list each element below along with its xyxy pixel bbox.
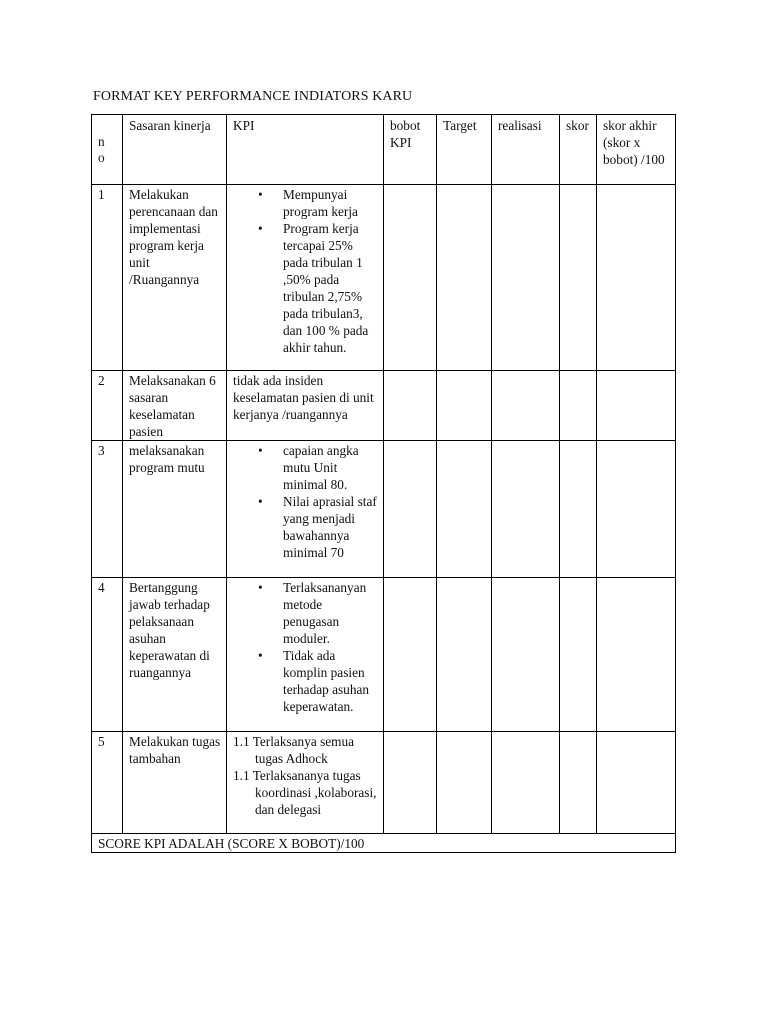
realisasi-cell[interactable] (492, 185, 560, 371)
row-number: 1 (92, 185, 123, 371)
kpi-bullet-item: • Tidak ada komplin pasien terhadap asuhan keperawatan. (283, 647, 379, 715)
kpi-bullet-item: • Program kerja tercapai 25% pada tribulan 1 ,50% pada tribulan 2,75% pada tribulan3, dan 100 % pada akhir tahun. (283, 220, 379, 356)
skor-cell[interactable] (560, 578, 597, 732)
target-cell[interactable] (437, 185, 492, 371)
table-row (92, 732, 676, 834)
bobot-cell[interactable] (384, 185, 437, 371)
realisasi-cell[interactable] (492, 578, 560, 732)
header-realisasi: realisasi (492, 115, 560, 185)
skor-akhir-cell[interactable] (597, 732, 676, 834)
kpi-bullet-item: • Mempunyai program kerja (283, 186, 379, 220)
skor-cell[interactable] (560, 371, 597, 441)
bobot-cell[interactable] (384, 732, 437, 834)
sasaran-cell: Melakukan tugas tambahan (123, 732, 227, 834)
table-row (92, 185, 676, 371)
footer-row (92, 834, 676, 853)
kpi-cell (227, 441, 384, 578)
kpi-bullet-item: • Terlaksananyan metode penugasan moduler. (283, 579, 379, 647)
table-row (92, 371, 676, 441)
header-bobot-kpi: bobot KPI (384, 115, 437, 185)
bobot-cell[interactable] (384, 578, 437, 732)
kpi-cell (227, 732, 384, 834)
header-target: Target (437, 115, 492, 185)
target-cell[interactable] (437, 578, 492, 732)
row-number: 3 (92, 441, 123, 578)
skor-akhir-cell[interactable] (597, 185, 676, 371)
realisasi-cell[interactable] (492, 732, 560, 834)
skor-cell[interactable] (560, 732, 597, 834)
target-cell[interactable] (437, 441, 492, 578)
document-title: FORMAT KEY PERFORMANCE INDIATORS KARU (93, 89, 413, 104)
skor-akhir-cell[interactable] (597, 441, 676, 578)
bobot-cell[interactable] (384, 371, 437, 441)
row-number: 5 (92, 732, 123, 834)
row-number: 2 (92, 371, 123, 441)
kpi-bullet-item: • Nilai aprasial staf yang menjadi bawahannya minimal 70 (283, 493, 379, 561)
kpi-table (91, 114, 676, 853)
table-row (92, 578, 676, 732)
target-cell[interactable] (437, 732, 492, 834)
skor-cell[interactable] (560, 185, 597, 371)
header-skor-akhir: skor akhir (skor x bobot) /100 (597, 115, 676, 185)
skor-cell[interactable] (560, 441, 597, 578)
skor-akhir-cell[interactable] (597, 371, 676, 441)
sasaran-cell: Melakukan perencanaan dan implementasi program kerja unit /Ruangannya (123, 185, 227, 371)
kpi-bullet-item: • capaian angka mutu Unit minimal 80. (283, 442, 379, 493)
sasaran-cell: melaksanakan program mutu (123, 441, 227, 578)
kpi-numbered-item: 1.1 Terlaksanya semua tugas Adhock (233, 734, 355, 766)
realisasi-cell[interactable] (492, 371, 560, 441)
skor-akhir-cell[interactable] (597, 578, 676, 732)
sasaran-cell: Melaksanakan 6 sasaran keselamatan pasien (123, 371, 227, 441)
header-kpi: KPI (227, 115, 384, 185)
score-formula-text: SCORE KPI ADALAH (SCORE X BOBOT)/100 (92, 834, 676, 853)
target-cell[interactable] (437, 371, 492, 441)
header-no: n o (92, 115, 123, 185)
kpi-cell (227, 578, 384, 732)
row-number: 4 (92, 578, 123, 732)
kpi-cell: tidak ada insiden keselamatan pasien di unit kerjanya /ruangannya (227, 371, 384, 441)
bobot-cell[interactable] (384, 441, 437, 578)
kpi-numbered-item: 1.1 Terlaksananya tugas koordinasi ,kolaborasi, dan delegasi (233, 768, 377, 817)
table-header-row (92, 115, 676, 185)
realisasi-cell[interactable] (492, 441, 560, 578)
header-skor: skor (560, 115, 597, 185)
header-sasaran-kinerja: Sasaran kinerja (123, 115, 227, 185)
table-row (92, 441, 676, 578)
sasaran-cell: Bertanggung jawab terhadap pelaksanaan asuhan keperawatan di ruangannya (123, 578, 227, 732)
kpi-cell (227, 185, 384, 371)
